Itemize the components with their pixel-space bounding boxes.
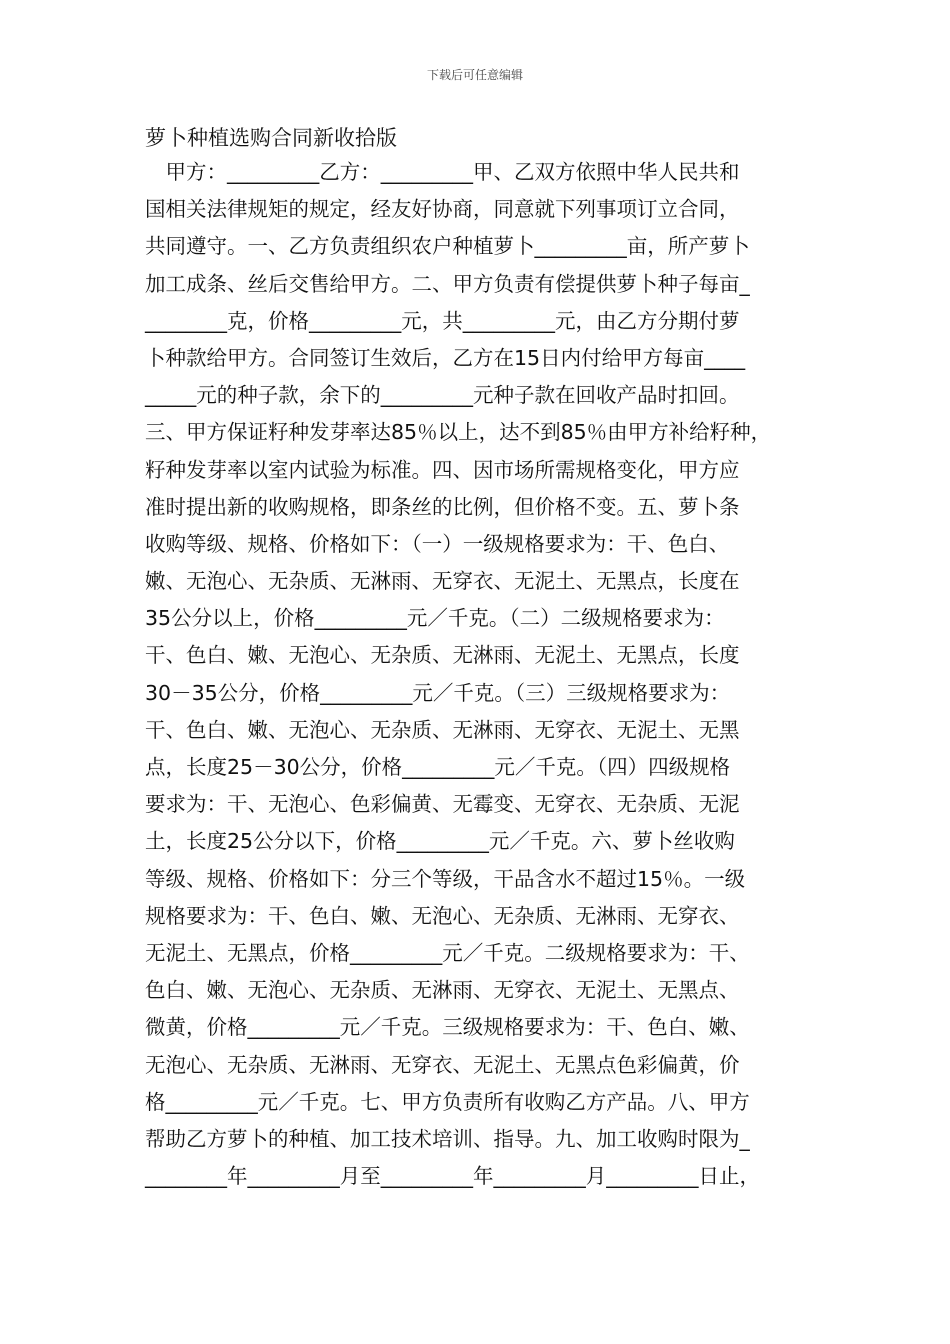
body-line: 干、色白、嫩、无泡心、无杂质、无淋雨、无泥土、无黑点，长度	[145, 643, 740, 668]
body-line: 籽种发芽率以室内试验为标准。四、因市场所需规格变化，甲方应	[145, 457, 740, 482]
body-line: 土，长度25公分以下，价格_________元／千克。六、萝卜丝收购	[145, 829, 735, 854]
body-line: 无泥土、无黑点，价格_________元／千克。二级规格要求为：干、	[145, 940, 750, 965]
body-line: 规格要求为：干、色白、嫩、无泡心、无杂质、无淋雨、无穿衣、	[145, 903, 740, 928]
body-line: 帮助乙方萝卜的种植、加工技术培训、指导。九、加工收购时限为_	[145, 1126, 750, 1151]
body-line: 收购等级、规格、价格如下：（一）一级规格要求为：干、色白、	[145, 531, 730, 556]
body-line: ________年_________月至_________年_________月_________日止，	[145, 1164, 760, 1189]
body-line: 甲方：_________乙方：_________甲、乙双方依照中华人民共和	[145, 160, 740, 184]
body-line: 干、色白、嫩、无泡心、无杂质、无淋雨、无穿衣、无泥土、无黑	[145, 717, 740, 742]
contract-body	[145, 154, 810, 1195]
body-line: 无泡心、无杂质、无淋雨、无穿衣、无泥土、无黑点色彩偏黄，价	[145, 1052, 740, 1077]
body-line: 30－35公分，价格_________元／千克。（三）三级规格要求为：	[145, 680, 731, 705]
body-line: _____元的种子款，余下的_________元种子款在回收产品时扣回。	[145, 383, 740, 408]
body-line: 35公分以上，价格_________元／千克。（二）二级规格要求为：	[145, 606, 725, 631]
body-line: ________克，价格_________元，共_________元，由乙方分期付萝	[145, 308, 740, 333]
body-line: 格_________元／千克。七、甲方负责所有收购乙方产品。八、甲方	[145, 1089, 750, 1114]
body-line: 三、甲方保证籽种发芽率达85％以上，达不到85％由甲方补给籽种，	[145, 420, 772, 445]
body-line: 色白、嫩、无泡心、无杂质、无淋雨、无穿衣、无泥土、无黑点、	[145, 978, 740, 1003]
body-line: 嫩、无泡心、无杂质、无淋雨、无穿衣、无泥土、无黑点，长度在	[145, 569, 740, 594]
page-header-note: 下载后可任意编辑	[426, 68, 523, 82]
body-line: 点，长度25－30公分，价格_________元／千克。（四）四级规格	[145, 755, 731, 779]
body-line: 微黄，价格_________元／千克。三级规格要求为：干、色白、嫩、	[145, 1015, 750, 1040]
body-line: 加工成条、丝后交售给甲方。二、甲方负责有偿提供萝卜种子每亩_	[145, 271, 750, 296]
body-line: 等级、规格、价格如下：分三个等级，干品含水不超过15％。一级	[145, 866, 746, 891]
body-line: 要求为：干、无泡心、色彩偏黄、无霉变、无穿衣、无杂质、无泥	[145, 792, 740, 817]
document-title: 萝卜种植选购合同新收拾版	[145, 126, 397, 150]
body-line: 准时提出新的收购规格，即条丝的比例，但价格不变。五、萝卜条	[145, 494, 740, 519]
body-line: 共同遵守。一、乙方负责组织农户种植萝卜_________亩，所产萝卜	[145, 234, 750, 259]
body-line: 卜种款给甲方。合同签订生效后，乙方在15日内付给甲方每亩____	[145, 345, 746, 370]
body-line: 国相关法律规矩的规定，经友好协商，同意就下列事项订立合同，	[145, 197, 740, 222]
